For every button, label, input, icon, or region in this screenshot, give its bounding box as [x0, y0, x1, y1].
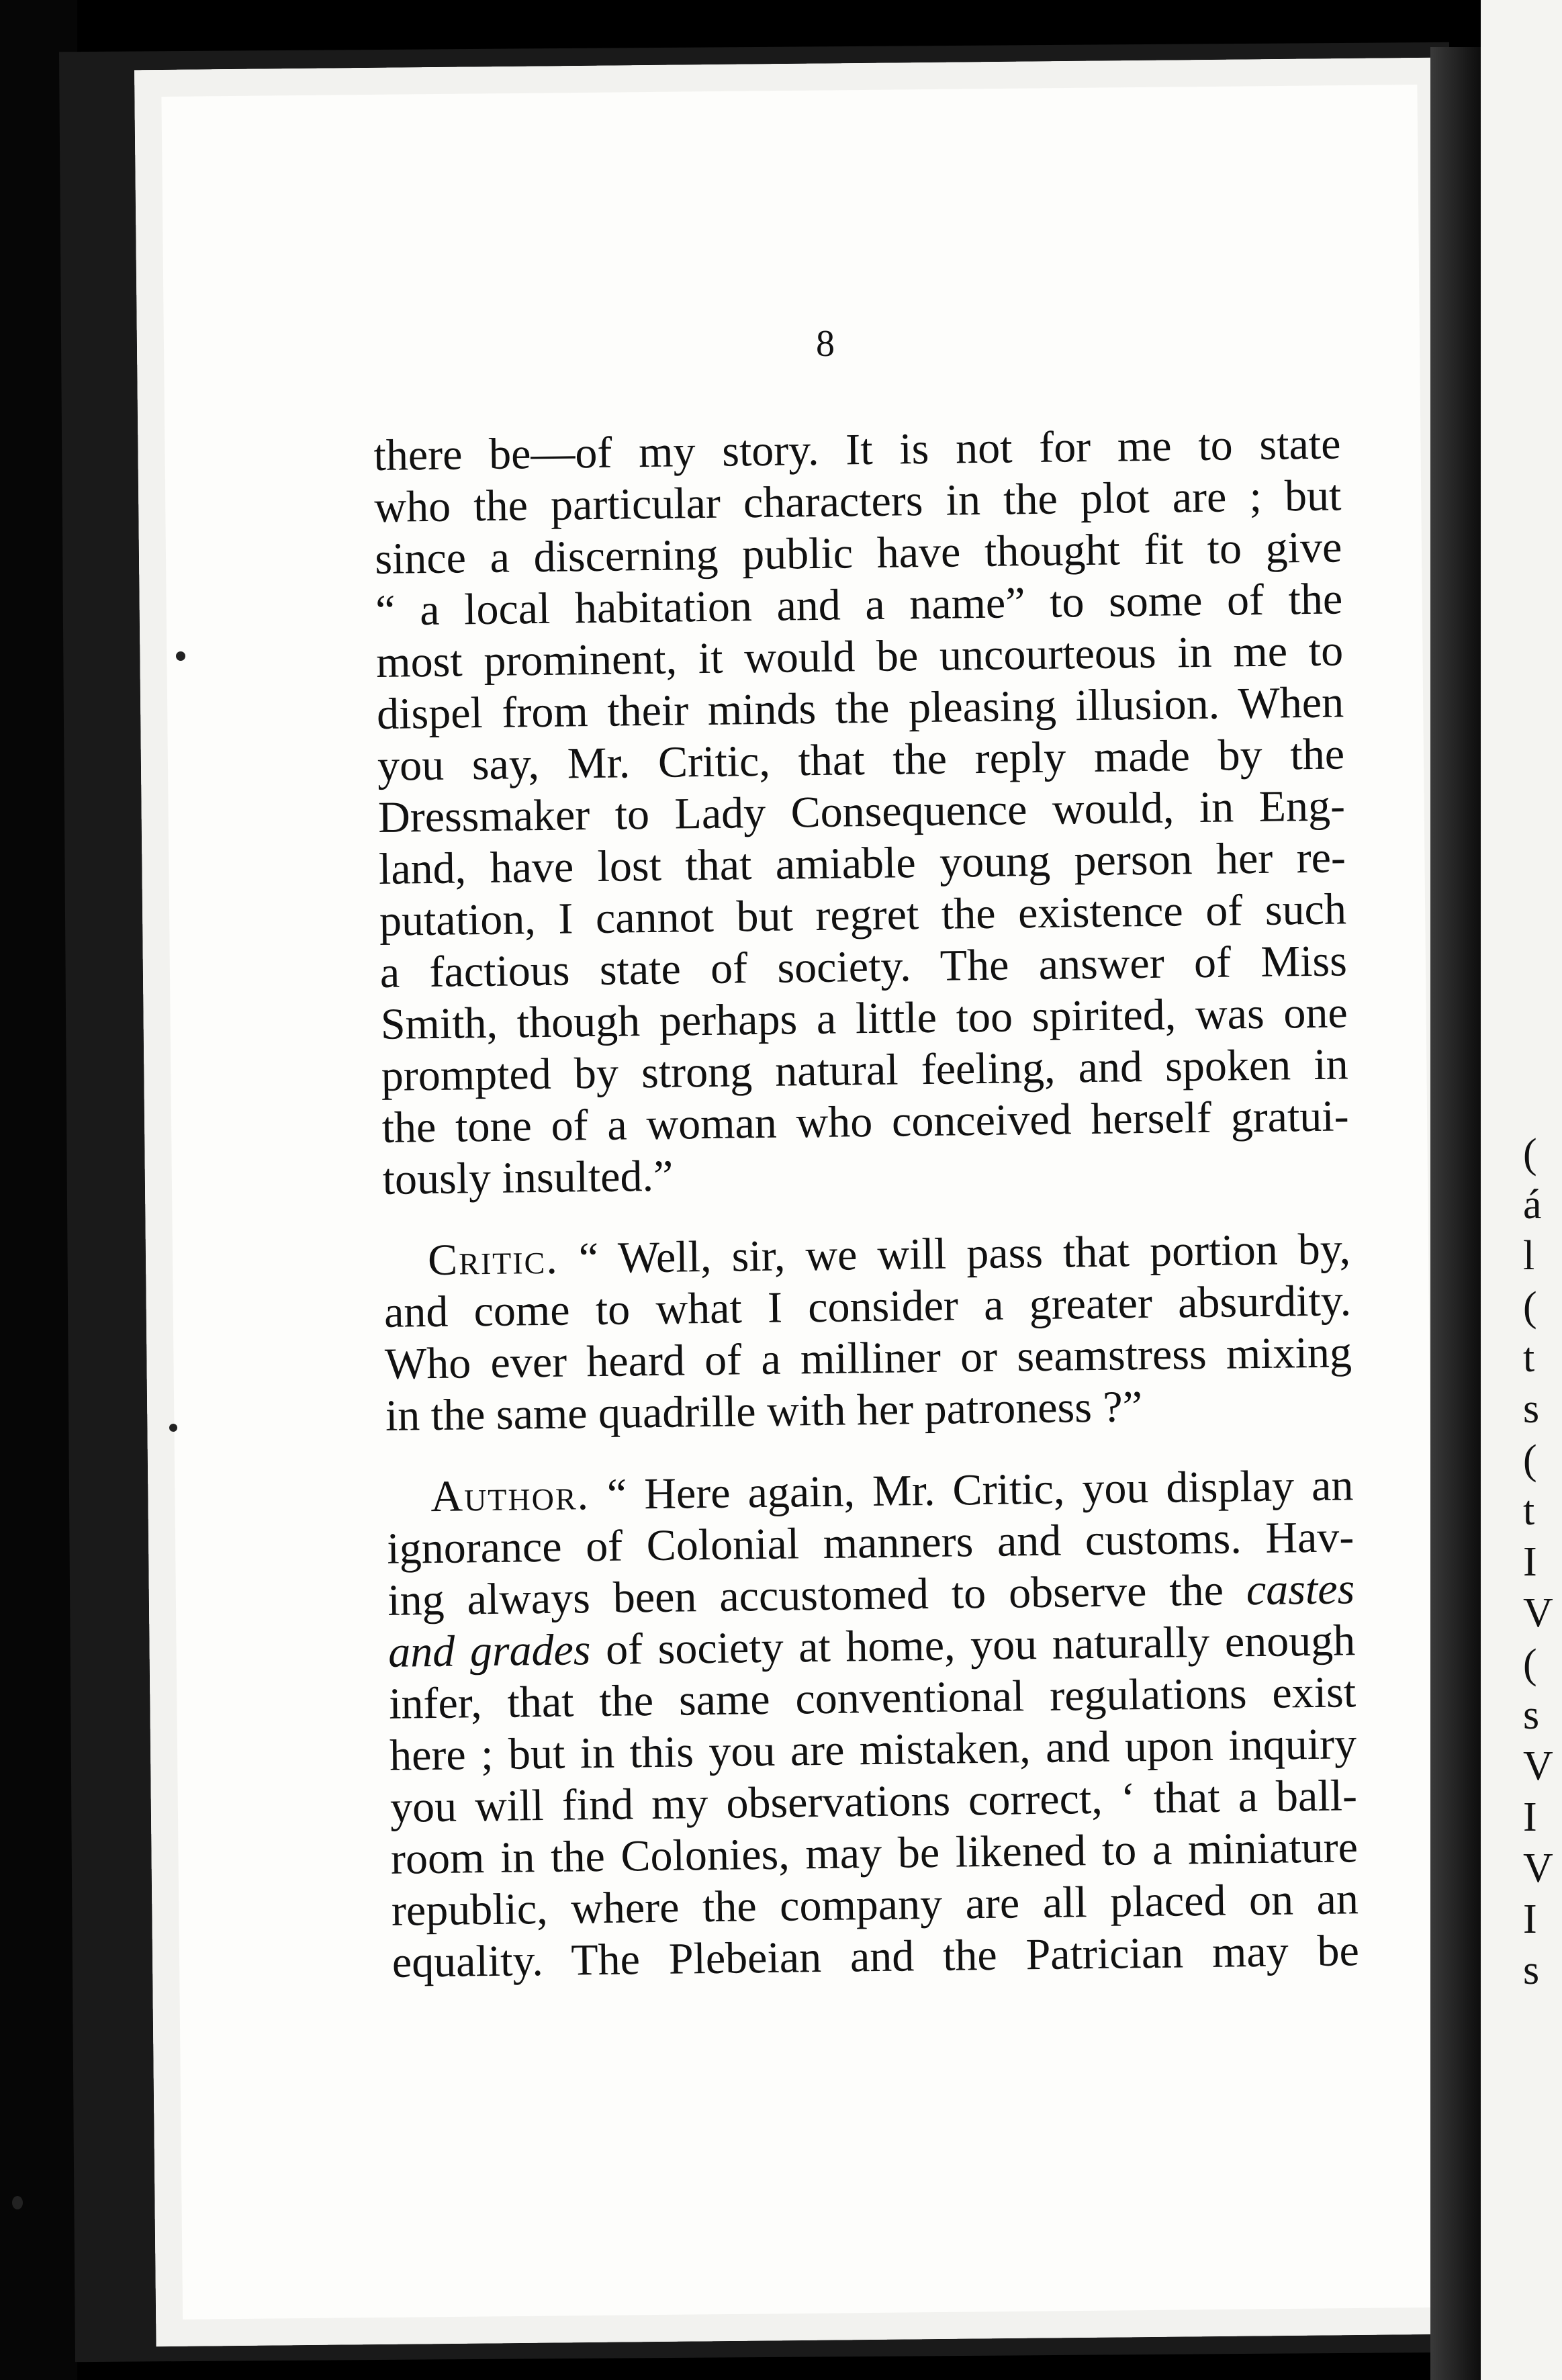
text-line: the tone of a woman who conceived herself gratui-	[381, 1091, 1350, 1152]
text-line: republic, where the company are all placed on an	[391, 1874, 1359, 1935]
paragraph-2	[383, 1223, 1353, 1442]
text-line: land, have lost that amiable young person her re-	[378, 833, 1346, 894]
text-line: a factious state of society. The answer of Miss	[379, 936, 1348, 997]
paragraph-1	[373, 418, 1350, 1205]
page-number: 8	[816, 323, 835, 365]
fragment: t	[1523, 1335, 1535, 1381]
scan-speck	[176, 651, 185, 661]
text-line: you say, Mr. Critic, that the reply made by the	[377, 729, 1345, 790]
fragment: (	[1523, 1284, 1537, 1330]
fragment: (	[1523, 1131, 1537, 1177]
fragment: I	[1523, 1896, 1537, 1942]
book-gutter	[1430, 47, 1484, 2380]
line-text: “ Here again, Mr. Critic, you display an	[606, 1461, 1354, 1519]
line-text: ing always been accustomed to observe the	[387, 1565, 1224, 1625]
text-line: “ a local habitation and a name” to some of the	[375, 574, 1343, 635]
text-line: equality. The Plebeian and the Patrician may be	[392, 1926, 1360, 1987]
text-line: and come to what I consider a greater absurdity.	[383, 1276, 1352, 1337]
fragment: I	[1523, 1794, 1537, 1840]
speaker-label: Author.	[430, 1470, 590, 1522]
text-line: most prominent, it would be uncourteous in me to	[375, 626, 1344, 687]
text-line: Smith, though perhaps a little too spirited, was one	[380, 988, 1348, 1049]
fragment: V	[1523, 1845, 1553, 1891]
fragment: V	[1523, 1590, 1553, 1636]
text-line: since a discerning public have thought fit to give	[374, 522, 1342, 584]
line-text: of society at home, you naturally enough	[605, 1616, 1356, 1674]
fragment: l	[1523, 1233, 1535, 1279]
fragment: (	[1523, 1437, 1537, 1483]
text-line: here ; but in this you are mistaken, and upon inquiry	[389, 1719, 1357, 1780]
fragment: V	[1523, 1743, 1553, 1789]
facing-page-fragments	[1523, 1128, 1562, 1996]
fragment: s	[1523, 1692, 1540, 1738]
body-text	[373, 418, 1359, 1988]
italic-text: and grades	[387, 1625, 591, 1677]
fragment: s	[1523, 1948, 1540, 1993]
italic-text: castes	[1246, 1564, 1355, 1615]
fragment: á	[1523, 1182, 1542, 1228]
text-line: room in the Colonies, may be likened to a miniature	[390, 1823, 1359, 1884]
text-line: putation, I cannot but regret the existence of such	[379, 884, 1347, 946]
text-line: in the same quadrille with her patroness ?”	[385, 1382, 1143, 1440]
text-line: there be—of my story. It is not for me to state	[373, 419, 1341, 480]
fragment: t	[1523, 1488, 1535, 1534]
text-line: dispel from their minds the pleasing illusion. When	[376, 678, 1344, 739]
scan-speck	[169, 1424, 177, 1432]
text-line: tously insulted.”	[382, 1151, 674, 1204]
text-line: you will find my observations correct, ‘ that a ball-	[389, 1771, 1358, 1832]
scan-speck	[12, 2196, 23, 2209]
speaker-label: Critic.	[427, 1234, 559, 1285]
fragment: (	[1523, 1641, 1537, 1687]
paragraph-3	[386, 1459, 1359, 1988]
text-line: prompted by strong natural feeling, and spoken in	[381, 1040, 1349, 1101]
fragment: s	[1523, 1386, 1540, 1432]
text-line: infer, that the same conventional regulations exist	[388, 1667, 1357, 1729]
text-line: who the particular characters in the plot are ; but	[373, 471, 1342, 532]
line-text: “ Well, sir, we will pass that portion by,	[578, 1224, 1351, 1283]
text-line: Dressmaker to Lady Consequence would, in Eng-	[377, 781, 1346, 842]
text-line: ignorance of Colonial manners and customs. Hav-	[386, 1512, 1354, 1573]
text-line: Who ever heard of a milliner or seamstress mixing	[384, 1328, 1352, 1389]
fragment: I	[1523, 1539, 1537, 1585]
